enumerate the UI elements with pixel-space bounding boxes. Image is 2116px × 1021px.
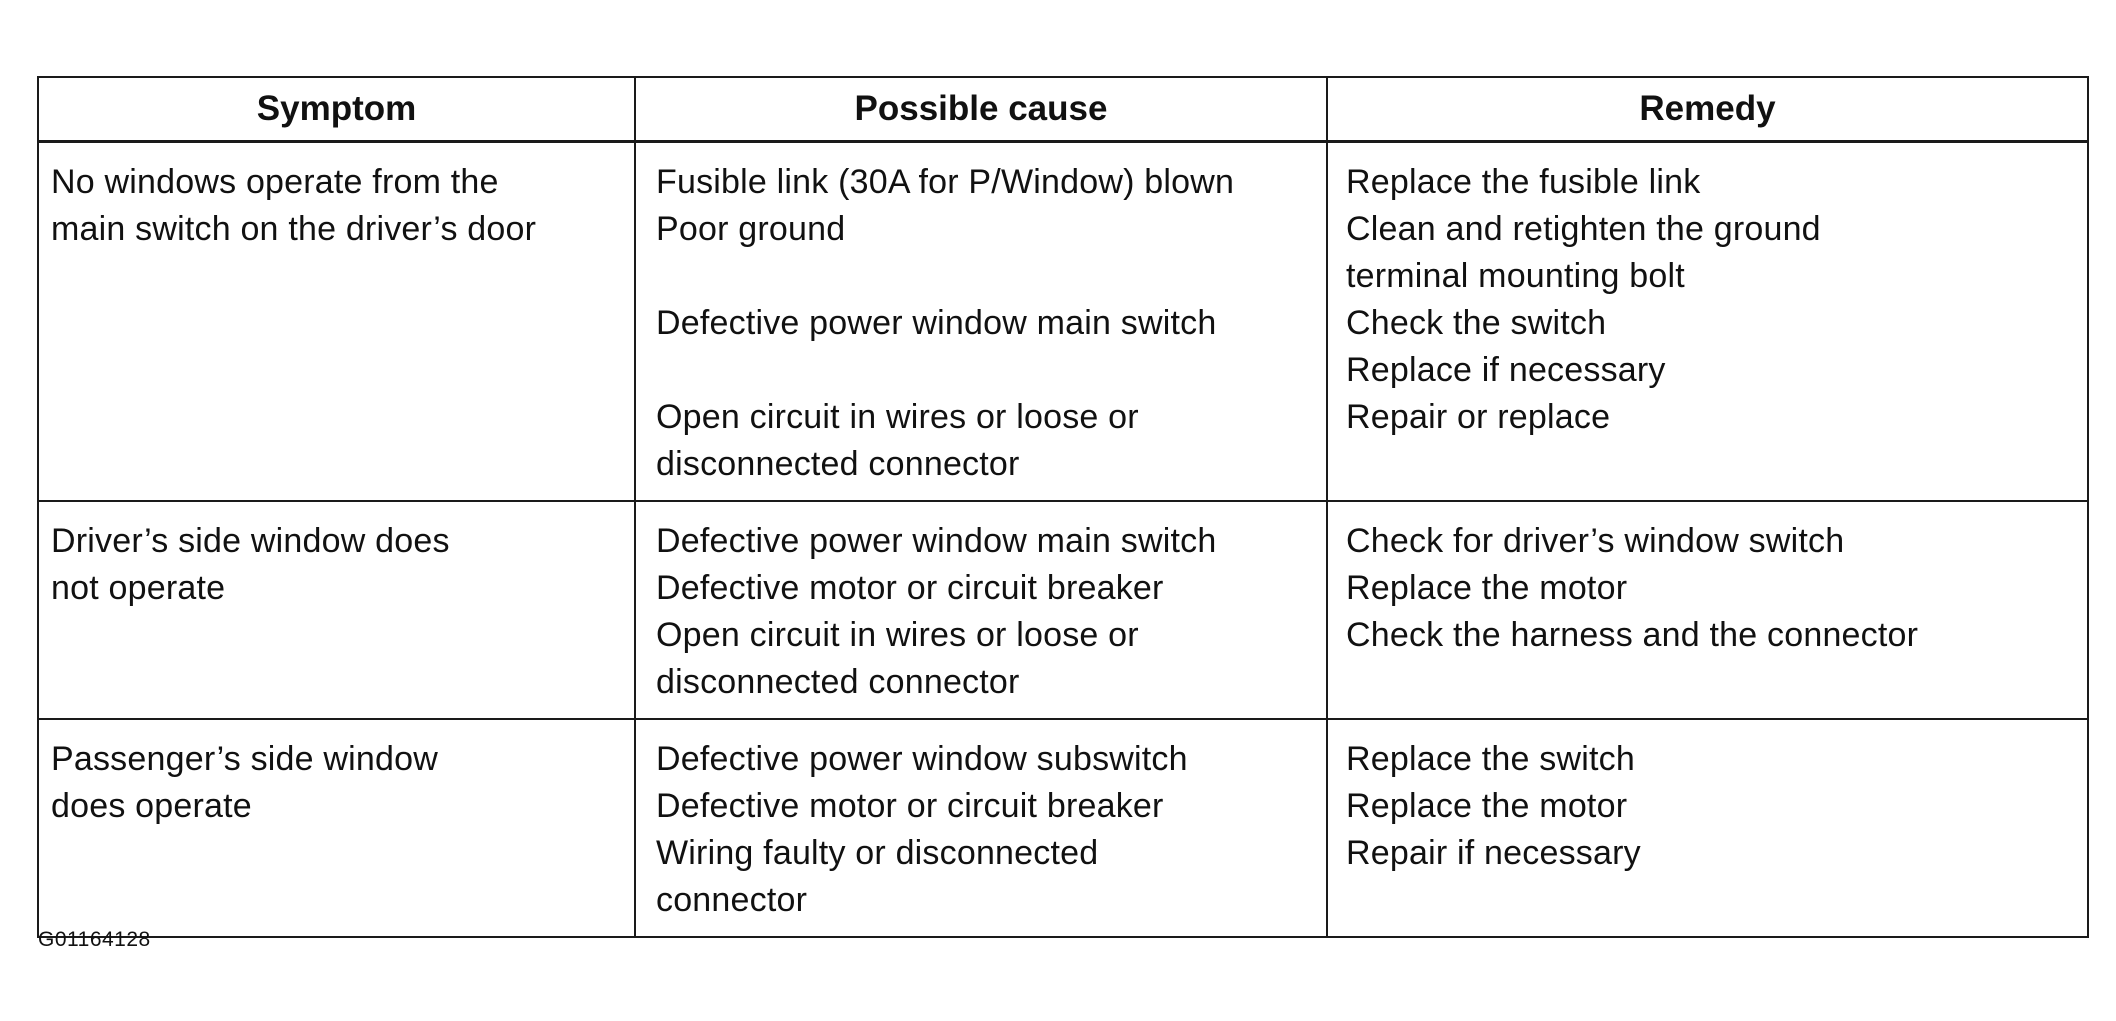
cause-item: Open circuit in wires or loose or disconnected connector [656,616,1139,701]
remedy-cell [1327,142,2088,502]
cause-item: Defective power window main switch [656,304,1217,342]
remedy-cell [1327,719,2088,937]
symptom-text: No windows operate from the main switch on the driver’s door [51,163,537,248]
remedy-item: Repair or replace [1346,398,1611,436]
table-row [38,142,2088,502]
remedy-item: Check the switch Replace if necessary [1346,304,1666,389]
remedy-item: Repair if necessary [1346,834,1641,872]
cause-item: Defective power window main switch [656,522,1217,560]
cause-item: Open circuit in wires or loose or disconnected connector [656,398,1139,483]
header-possible-cause: Possible cause [635,77,1327,142]
remedy-item: Check the harness and the connector [1346,616,1919,654]
symptom-cell [38,719,635,937]
cause-cell [635,142,1327,502]
symptom-text: Passenger’s side window does operate [51,740,439,825]
remedy-item: Check for driver’s window switch [1346,522,1845,560]
header-symptom: Symptom [38,77,635,142]
figure-id: G01164128 [38,928,151,951]
table-row [38,501,2088,719]
remedy-item: Clean and retighten the ground terminal mounting bolt [1346,210,1821,295]
cause-cell [635,501,1327,719]
remedy-item: Replace the motor [1346,569,1628,607]
cause-item: Defective motor or circuit breaker [656,787,1164,825]
remedy-item: Replace the fusible link [1346,163,1701,201]
remedy-item: Replace the switch [1346,740,1635,778]
remedy-item: Replace the motor [1346,787,1628,825]
troubleshooting-table [37,76,2089,938]
symptom-cell [38,501,635,719]
cause-item: Poor ground [656,210,846,248]
cause-item: Defective power window subswitch [656,740,1188,778]
header-row [38,77,2088,142]
symptom-cell [38,142,635,502]
table-row [38,719,2088,937]
cause-item: Defective motor or circuit breaker [656,569,1164,607]
header-remedy: Remedy [1327,77,2088,142]
symptom-text: Driver’s side window does not operate [51,522,450,607]
remedy-cell [1327,501,2088,719]
cause-item: Fusible link (30A for P/Window) blown [656,163,1235,201]
cause-item: Wiring faulty or disconnected connector [656,834,1099,919]
cause-cell [635,719,1327,937]
